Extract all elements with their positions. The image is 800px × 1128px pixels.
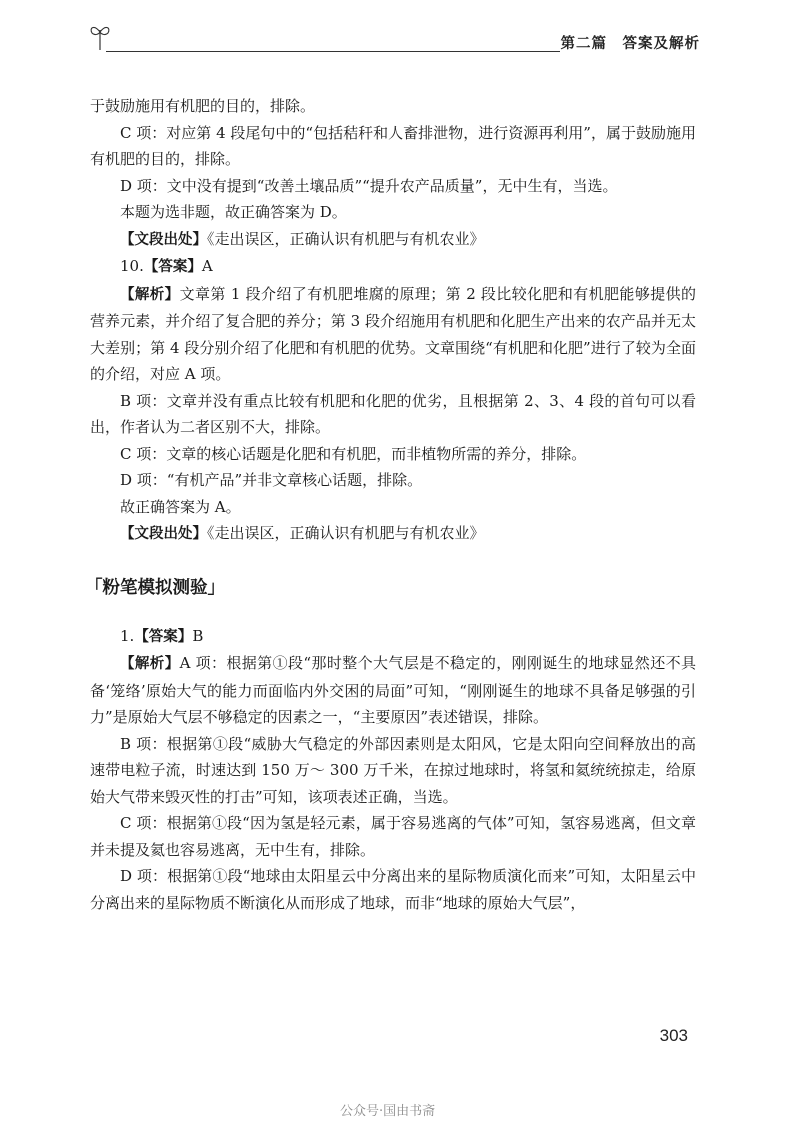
- page-header: [88, 22, 700, 54]
- paragraph: [90, 863, 696, 916]
- source-title: 《走出误区，正确认识有机肥与有机农业》: [207, 524, 485, 542]
- answer-tag: 【答案】: [143, 259, 202, 275]
- answer-line: [90, 623, 696, 651]
- source-line: [90, 226, 696, 254]
- paragraph: [90, 731, 696, 811]
- paragraph-text: B 项：根据第①段“威胁大气稳定的外部因素则是太阳风，它是太阳向空间释放出的高速带电粒子流，时速达到 150 万～ 300 万千米，在掠过地球时，将氢和氦统统掠走，给原始大气带来毁灭性的打击”可知，该项表述正确，当选。: [90, 734, 696, 806]
- paragraph-text: B 项：文章并没有重点比较有机肥和化肥的优劣，且根据第 2、3、4 段的首句可以看出，作者认为二者区别不大，排除。: [90, 391, 696, 436]
- page-number: 303: [659, 1026, 688, 1045]
- source-tag: 【文段出处】: [120, 526, 207, 542]
- analysis-text: 文章第 1 段介绍了有机肥堆腐的原理；第 2 段比较化肥和有机肥能够提供的营养元素，并介绍了复合肥的养分；第 3 段介绍施用有机肥和化肥生产出来的农产品并无太大差别；第 4 段分别介绍了化肥和有机肥的优势。文章围绕“有机肥和化肥”进行了较为全面的介绍，对应 A 项。: [90, 284, 696, 383]
- source-line: [90, 520, 696, 548]
- page-content: [85, 93, 696, 916]
- paragraph-text: C 项：根据第①段“因为氢是轻元素，属于容易逃离的气体”可知，氢容易逃离，但文章并未提及氦也容易逃离，无中生有，排除。: [90, 814, 696, 859]
- source-tag: 【文段出处】: [120, 231, 207, 248]
- paragraph: [90, 199, 696, 226]
- answer-value: B: [192, 626, 204, 645]
- analysis-paragraph: [90, 650, 696, 731]
- analysis-tag: 【解析】: [120, 656, 180, 672]
- paragraph-text: 于鼓励施用有机肥的目的，排除。: [90, 97, 316, 115]
- paragraph-text: 故正确答案为 A。: [120, 497, 241, 516]
- leaf-ornament-icon: [88, 22, 112, 52]
- section-heading: 「粉笔模拟测验」: [85, 577, 225, 598]
- analysis-paragraph: [90, 281, 696, 388]
- answer-value: A: [201, 257, 213, 275]
- watermark: 公众号·国由书斋: [340, 1104, 436, 1119]
- paragraph-text: C 项：对应第 4 段尾句中的“包括秸秆和人畜排泄物，进行资源再利用”，属于鼓励施用有机肥的目的，排除。: [90, 123, 696, 168]
- answer-tag: 【答案】: [134, 628, 193, 645]
- paragraph: [90, 441, 696, 468]
- paragraph-text: C 项：文章的核心话题是化肥和有机肥，而非植物所需的养分，排除。: [120, 444, 587, 463]
- paragraph-text: D 项：根据第①段“地球由太阳星云中分离出来的星际物质演化而来”可知，太阳星云中分离出来的星际物质不断演化从而形成了地球，而非“地球的原始大气层”，: [90, 867, 696, 912]
- paragraph: [90, 120, 696, 173]
- paragraph: [90, 467, 696, 494]
- header-rule: [106, 51, 560, 52]
- paragraph: [90, 810, 696, 863]
- answer-line: [90, 253, 696, 281]
- paragraph-text: 本题为选非题，故正确答案为 D。: [120, 203, 347, 221]
- question-number: 10.: [120, 257, 144, 275]
- paragraph-text: D 项：“有机产品”并非文章核心话题，排除。: [120, 471, 423, 489]
- header-title: 第二篇 答案及解析: [560, 36, 700, 52]
- paragraph-text: D 项：文中没有提到“改善土壤品质”“提升农产品质量”，无中生有，当选。: [120, 176, 618, 195]
- paragraph: [90, 93, 696, 120]
- paragraph: [90, 494, 696, 521]
- paragraph: [90, 173, 696, 200]
- question-number: 1.: [120, 626, 135, 645]
- analysis-text: A 项：根据第①段“那时整个大气层是不稳定的，刚刚诞生的地球显然还不具备‘笼络’原始大气的能力而面临内外交困的局面”可知，“刚刚诞生的地球不具备足够强的引力”是原始大气层不够稳定的因素之一，“主要原因”表述错误，排除。: [90, 654, 696, 726]
- analysis-tag: 【解析】: [120, 286, 180, 303]
- source-title: 《走出误区，正确认识有机肥与有机农业》: [207, 229, 485, 248]
- paragraph: [90, 388, 696, 441]
